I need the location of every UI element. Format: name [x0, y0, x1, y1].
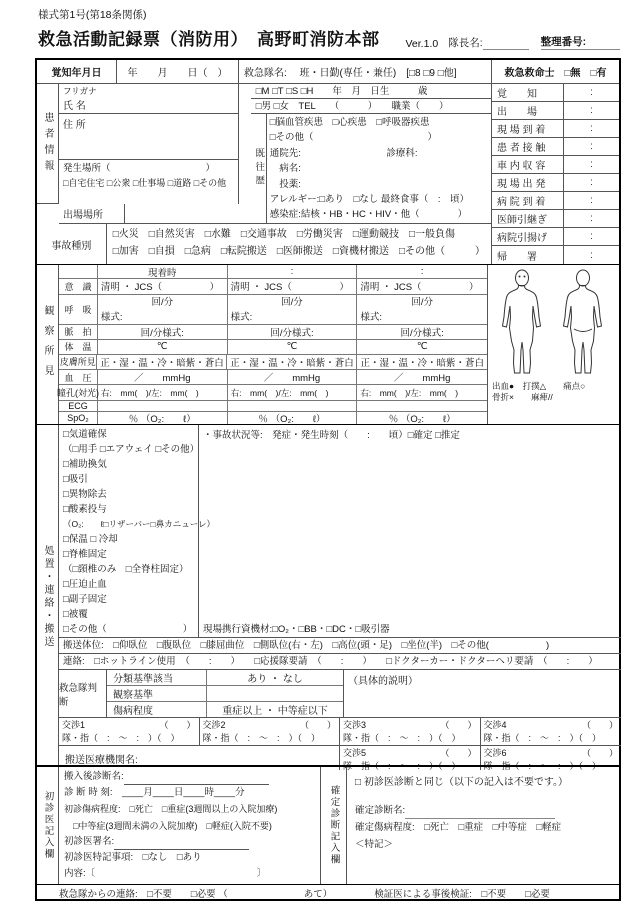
oxygen-checkbox[interactable]: □酸素投与: [63, 504, 107, 515]
title-row: [38, 25, 620, 50]
row-label-consciousness: 意 識: [59, 279, 98, 294]
row-label-temperature: 体 温: [59, 340, 98, 354]
treatment-checkbox-list: [59, 425, 216, 637]
ecg-cell-1[interactable]: [98, 401, 228, 411]
time-label-return: 帰 署: [492, 246, 564, 264]
row-label-spo2: SpO₂: [59, 412, 98, 424]
furigana-label: フリガナ: [63, 86, 97, 96]
accident-type-row: [37, 224, 491, 264]
treatment-section: [37, 424, 619, 769]
form-code: 様式第1号(第18条関係): [38, 9, 147, 21]
address-label: 住 所: [63, 120, 86, 131]
dispatch-place-field[interactable]: [125, 204, 251, 223]
negotiation-row-1: [59, 718, 621, 746]
awareness-date-row: [37, 60, 619, 84]
skin-cell-2[interactable]: 正・湿・温・冷・暗紫・蒼白: [227, 355, 357, 370]
medical-history-strip: 既往歴: [251, 114, 267, 223]
squad-contact-checkboxes[interactable]: 救急隊からの連絡: □不要 □必要 （ あて）: [59, 888, 333, 900]
destination-hospital-field[interactable]: 搬送医療機関名:: [59, 746, 340, 770]
patient-and-times-block: [37, 84, 619, 264]
special-notes-label: ＜特記＞: [355, 839, 394, 850]
dispatch-place-label: 出場場所: [59, 204, 125, 223]
severity-criterion-value[interactable]: 重症以上 ・ 中等症以下: [222, 706, 328, 717]
spo2-cell-1[interactable]: ％ （O₂: ℓ）: [98, 412, 228, 424]
dispatch-place-row: [59, 204, 251, 224]
history-disease-name-field[interactable]: 病名:: [269, 163, 301, 175]
page-title: 救急活動記録票（消防用） 高野町消防本部: [38, 30, 380, 49]
consciousness-cell-2[interactable]: 清明 ・ JCS（ ）: [228, 279, 358, 294]
pulse-cell-2[interactable]: 回/分様式:: [228, 325, 358, 339]
pulse-cell-3[interactable]: 回/分様式:: [400, 327, 444, 339]
skin-cell-1[interactable]: 正・湿・温・冷・暗紫・蒼白: [97, 355, 227, 370]
verification-footer: [37, 885, 619, 900]
time-label-hospital-arrival: 病 院 到 着: [492, 192, 564, 209]
serial-number-field[interactable]: [586, 38, 620, 50]
carried-equipment-checkboxes[interactable]: 現場携行資機材:□O₂・□BB・□DC・□吸引器: [203, 624, 390, 635]
pulse-cell-1[interactable]: 回/分様式:: [98, 325, 228, 339]
skin-cell-3[interactable]: 正・湿・温・冷・暗紫・蒼白: [360, 357, 484, 369]
airway-method-checkboxes[interactable]: （□用手 □エアウェイ □その他）: [63, 444, 200, 455]
row-label-ecg: ECG: [59, 401, 98, 411]
awareness-date-label: 覚知年月日: [37, 60, 117, 84]
row-label-blood-pressure: 血 圧: [59, 370, 98, 384]
row-label-pupil: 瞳孔(対光): [59, 385, 98, 400]
foreign-body-removal-checkbox[interactable]: □異物除去: [63, 489, 107, 500]
squad-judgment-section: [59, 670, 621, 718]
observation-criterion-label: 観察基準: [107, 686, 207, 701]
time-value-in-vehicle[interactable]: :: [590, 159, 593, 170]
time-label-patient-contact: 患 者 接 触: [492, 138, 564, 155]
name-label: 氏 名: [63, 101, 86, 112]
contact-checkboxes[interactable]: 連絡: □ホットライン使用 （ : ） □応援隊要請 （ : ） □ドクターカー・ドクターヘリ要請 （ : ）: [59, 654, 621, 670]
time-value-return[interactable]: :: [590, 249, 593, 261]
obs-col3-header[interactable]: :: [420, 266, 424, 277]
time-value-hospital-arrival[interactable]: :: [590, 195, 593, 206]
accident-situation-field[interactable]: ・事故状況等: 発症・発生時刻（ : 頃）□確定 □推定: [203, 430, 460, 441]
time-value-hospital-leave[interactable]: :: [590, 231, 593, 242]
pupil-cell-2[interactable]: 右: mm( )/左: mm( ): [228, 385, 358, 400]
temperature-cell-1[interactable]: ℃: [98, 340, 228, 354]
negotiation-4[interactable]: 交渉4 （ ） 隊・指（ : ～ : ）（ ）: [483, 720, 618, 743]
main-table: [35, 58, 621, 771]
classification-criterion-label: 分類基準該当: [107, 670, 207, 685]
spo2-cell-3[interactable]: ％ （O₂: ℓ）: [388, 414, 456, 426]
time-label-scene-arrival: 現 場 到 着: [492, 120, 564, 137]
obs-col2-header[interactable]: :: [228, 265, 358, 278]
pressure-hemostasis-checkbox[interactable]: □圧迫止血: [63, 579, 107, 590]
patient-info-section: [37, 84, 491, 224]
first-doctor-remarks-checkboxes[interactable]: 初診医特記事項: □なし □あり: [64, 851, 202, 863]
time-label-in-vehicle: 車 内 収 容: [492, 156, 564, 173]
negotiation-5[interactable]: 交渉5 （ ） 隊・指（ : ～ : ）（ ）: [340, 746, 481, 770]
infection-field[interactable]: 感染症:結核・HB・HC・HIV・他（ ）: [269, 209, 468, 221]
post-admission-diagnosis-field[interactable]: 搬入後診断名:: [64, 769, 320, 785]
confirmed-diagnosis-strip: 確定診断記入欄: [321, 767, 347, 884]
suction-checkbox[interactable]: □吸引: [63, 474, 88, 485]
history-other-checkbox[interactable]: □その他（ ）: [269, 132, 438, 144]
treatment-strip: 処置・連絡・搬送: [37, 425, 59, 769]
consciousness-cell-1[interactable]: 清明 ・ JCS（ ）: [98, 279, 228, 294]
time-value-scene-departure[interactable]: :: [590, 177, 593, 188]
temperature-cell-3[interactable]: ℃: [416, 341, 428, 353]
captain-name-label: 隊長名:: [448, 37, 483, 49]
severity-criterion-label: 傷病程度: [107, 702, 207, 717]
negotiation-6[interactable]: 交渉6 （ ） 隊・指（ : ～ : ）（ ）: [483, 748, 618, 771]
splint-checkbox[interactable]: □副子固定: [63, 594, 107, 605]
occurrence-place-field[interactable]: 発生場所（ ） □自宅住宅 □公衆 □仕事場 □道路 □その他: [59, 160, 238, 204]
temperature-cell-2[interactable]: ℃: [228, 340, 358, 354]
time-column: [492, 84, 619, 264]
history-medication-field[interactable]: 投薬:: [269, 178, 301, 190]
row-label-breathing: 呼 吸: [59, 295, 98, 324]
ecg-cell-3[interactable]: [357, 401, 487, 411]
place-type-checkboxes[interactable]: □自宅住宅 □公衆 □仕事場 □道路 □その他: [63, 178, 227, 188]
first-doctor-signature-field[interactable]: 初診医署名:: [64, 834, 320, 850]
allergy-checkboxes[interactable]: アレルギー:□あり □なし 最終食事（ : 頃）: [269, 193, 470, 205]
judgment-explanation-field[interactable]: （具体的説明）: [348, 676, 418, 687]
body-diagram[interactable]: [488, 265, 619, 424]
airway-checkbox[interactable]: □気道確保: [63, 429, 107, 440]
serial-number-label: 整理番号:: [540, 36, 587, 48]
post-verification-checkboxes[interactable]: 検証医による事後検証: □不要 □必要: [374, 888, 550, 900]
breathing-cell-3[interactable]: 回/分 様式:: [360, 296, 433, 323]
squad-name-field[interactable]: 救急隊名: 班・日勤(専任・兼任) [□8 □9 □他]: [239, 60, 492, 84]
accident-type-checkboxes-2[interactable]: □加害 □自損 □急病 □転院搬送 □医師搬送 □資機材搬送 □その他（ ）: [112, 246, 485, 257]
patient-name-field[interactable]: [59, 84, 238, 114]
breathing-cell-2[interactable]: 回/分 様式:: [228, 295, 358, 324]
observation-criterion-value[interactable]: [207, 686, 343, 701]
bp-cell-2[interactable]: ／ mmHg: [228, 370, 358, 384]
confirmed-diagnosis-field[interactable]: 確定診断名:: [355, 802, 613, 819]
bp-cell-1[interactable]: ／ mmHg: [98, 370, 228, 384]
observation-strip: 観察所見: [37, 265, 59, 424]
pupil-cell-3[interactable]: 右: mm( )/左: mm( ): [360, 387, 459, 398]
obs-col1-header[interactable]: 現着時: [98, 265, 228, 278]
time-label-scene-departure: 現 場 出 発: [492, 174, 564, 191]
classification-criterion-value[interactable]: あり ・ なし: [247, 674, 303, 685]
observation-section: [37, 264, 619, 424]
time-value-awareness[interactable]: :: [590, 87, 593, 98]
version-label: Ver.1.0: [405, 38, 439, 50]
row-label-pulse: 脈 拍: [59, 325, 98, 339]
negotiation-1[interactable]: 交渉1 （ ） 隊・指（ : ～ : ）（ ）: [59, 718, 200, 745]
time-label-doctor-handover: 医師引継ぎ: [492, 210, 564, 227]
time-value-dispatch[interactable]: :: [590, 105, 593, 116]
diagnosis-time-field[interactable]: 診 断 時 刻: ____月____日____時____分: [64, 787, 245, 799]
history-clinic-field[interactable]: 通院先: 診療科:: [269, 147, 418, 159]
warming-cooling-checkboxes[interactable]: □保温 □ 冷却: [63, 534, 118, 545]
accident-type-checkboxes-1[interactable]: □火災 □自然災害 □水難 □交通事故 □労働災害 □運動競技 □一般負傷: [112, 229, 455, 240]
treatment-other-checkbox[interactable]: □その他（ ）: [63, 624, 193, 635]
body-diagram-legend-1: 出血● 打撲△ 痛点○: [492, 381, 586, 391]
doctor-entry-block: [35, 765, 621, 901]
oxygen-detail-checkboxes[interactable]: （O₂: ℓ□リザーバー□鼻カニューレ）: [63, 519, 216, 529]
squad-judgment-label: 救急隊判断: [59, 670, 107, 717]
consciousness-cell-3[interactable]: 清明 ・ JCS（ ）: [360, 282, 479, 294]
time-value-patient-contact[interactable]: :: [590, 141, 593, 152]
paramedic-checkboxes[interactable]: 救急救命士 □無 □有: [492, 60, 619, 84]
time-label-awareness: 覚 知: [492, 84, 564, 101]
transport-position-checkboxes[interactable]: 搬送体位: □仰臥位 □腹臥位 □膝屈曲位 □側臥位(右・左) □高位(頭・足) □坐位(半) □その他( ): [59, 638, 621, 654]
ecg-cell-2[interactable]: [228, 401, 358, 411]
patient-info-strip: 患者情報: [37, 84, 59, 204]
patient-address-field[interactable]: [59, 114, 238, 160]
body-diagram-legend-2: 骨折× 麻痺//: [492, 392, 553, 402]
first-doctor-strip: 初診医記入欄: [37, 767, 59, 884]
bp-cell-3[interactable]: ／ mmHg: [393, 373, 451, 385]
confirmed-severity-checkboxes[interactable]: 確定傷病程度: □死亡 □重症 □中等症 □軽症: [355, 822, 562, 833]
negotiation-3[interactable]: 交渉3 （ ） 隊・指（ : ～ : ）（ ）: [340, 718, 481, 745]
time-value-scene-arrival[interactable]: :: [590, 123, 593, 134]
spo2-cell-2[interactable]: ％ （O₂: ℓ）: [228, 412, 358, 424]
first-severity-checkboxes-1[interactable]: 初診傷病程度: □死亡 □重症(3週間以上の入院加療): [64, 804, 278, 815]
same-as-first-diagnosis-checkbox[interactable]: □ 初診医診断と同じ（以下の記入は不要です。）: [355, 777, 569, 788]
spine-fixation-checkbox[interactable]: □脊椎固定: [63, 549, 107, 560]
covering-checkbox[interactable]: □被覆: [63, 609, 88, 620]
captain-name-field[interactable]: [483, 38, 529, 50]
spine-fixation-detail-checkboxes[interactable]: （□頸椎のみ □全脊柱固定）: [63, 564, 189, 575]
history-disease-checkboxes[interactable]: □脳血管疾患 □心疾患 □呼吸器疾患: [269, 117, 430, 128]
medical-history-section: [251, 114, 491, 224]
sex-tel-occupation-field[interactable]: □男 □女 TEL （ ） 職業（ ）: [251, 99, 491, 114]
first-severity-checkboxes-2[interactable]: □中等症(3週間未満の入院加療) □軽症(入院不要): [64, 820, 272, 831]
human-figure-icon: [495, 269, 613, 381]
remarks-content-field[interactable]: 内容:〔 〕: [64, 868, 267, 880]
pupil-cell-1[interactable]: 右: mm( )/左: mm( ): [98, 385, 228, 400]
assisted-ventilation-checkbox[interactable]: □補助換気: [63, 459, 107, 470]
row-label-skin: 皮膚所見: [59, 355, 97, 370]
birthdate-era-checkboxes[interactable]: □M □T □S □H 年 月 日生 歳: [251, 84, 491, 99]
time-label-dispatch: 出 場: [492, 102, 564, 119]
negotiation-2[interactable]: 交渉2 （ ） 隊・指（ : ～ : ）（ ）: [200, 718, 341, 745]
awareness-date-field[interactable]: 年 月 日（ ）: [117, 60, 239, 84]
accident-type-label: 事故種別: [37, 224, 107, 264]
breathing-cell-1[interactable]: 回/分 様式:: [98, 295, 228, 324]
time-label-hospital-leave: 病院引揚げ: [492, 228, 564, 245]
time-value-doctor-handover[interactable]: :: [590, 213, 593, 224]
